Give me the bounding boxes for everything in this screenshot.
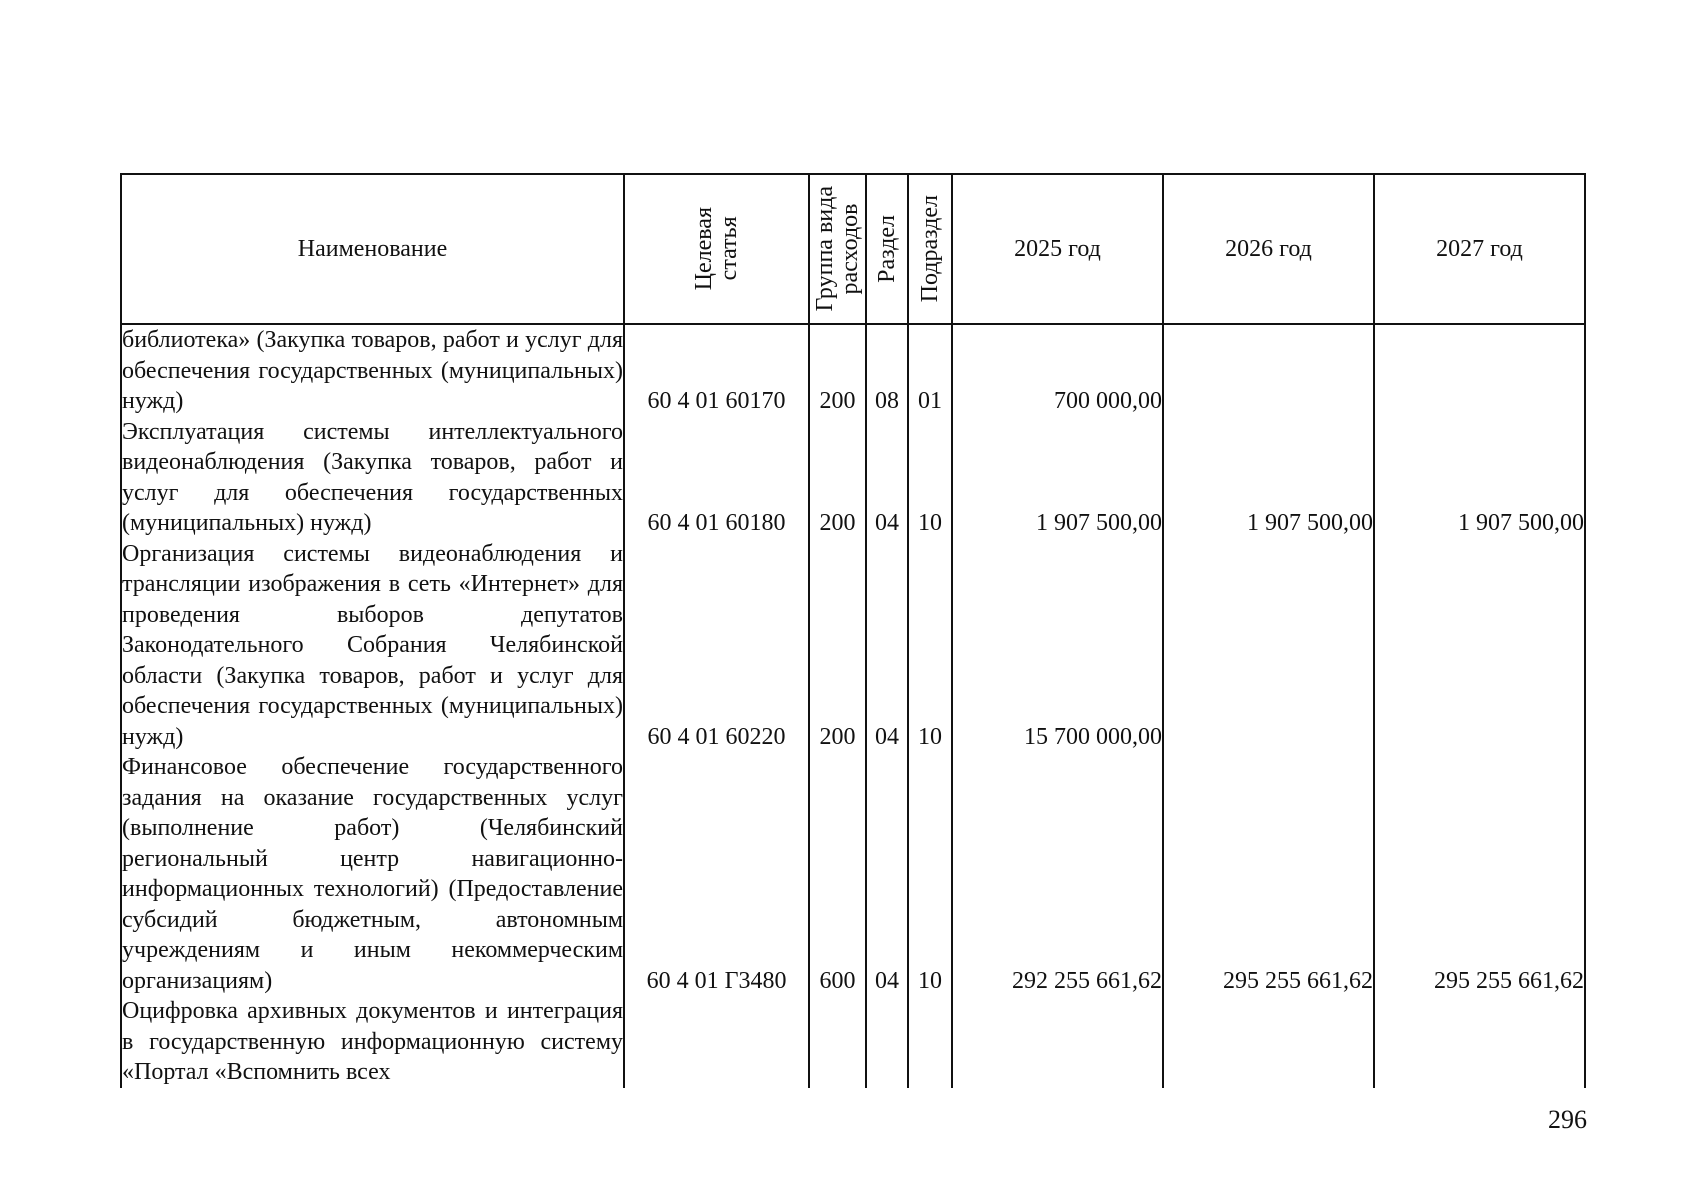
row-name: Финансовое обеспечение государственного задания на оказание государственных услуг (выполнение работ) (Челябинский региональный центр навигационно-информационных технологий) (Предоставление субсидий бюджетным, автономным учреждениям и иным некоммерческим организациям) [121,752,624,996]
page-number: 296 [1548,1105,1587,1134]
row-2027 [1374,324,1585,417]
row-group: 200 [809,539,866,753]
row-code [624,996,809,1088]
row-name: Эксплуатация системы интеллектуального видеонаблюдения (Закупка товаров, работ и услуг для обеспечения государственных (муниципальных) нужд) [121,417,624,539]
header-section: Раздел [866,174,908,324]
row-group: 200 [809,417,866,539]
header-2027: 2027 год [1374,174,1585,324]
row-name: Оцифровка архивных документов и интеграция в государственную информационную систему «Портал «Вспомнить всех [121,996,624,1088]
row-2026 [1163,324,1374,417]
row-2025: 292 255 661,62 [952,752,1163,996]
row-group: 200 [809,324,866,417]
row-section: 04 [866,752,908,996]
table-row [121,324,1585,417]
row-code: 60 4 01 60170 [624,324,809,417]
row-subsection: 10 [908,417,952,539]
table-row [121,752,1585,996]
header-2026: 2026 год [1163,174,1374,324]
row-2027: 1 907 500,00 [1374,417,1585,539]
header-group: Группа вида расходов [809,174,866,324]
row-2025: 15 700 000,00 [952,539,1163,753]
row-group [809,996,866,1088]
row-2027: 295 255 661,62 [1374,752,1585,996]
row-2026: 295 255 661,62 [1163,752,1374,996]
table-row [121,539,1585,753]
row-code: 60 4 01 60180 [624,417,809,539]
row-name: библиотека» (Закупка товаров, работ и услуг для обеспечения государственных (муниципальных) нужд) [121,324,624,417]
row-2025: 1 907 500,00 [952,417,1163,539]
row-group: 600 [809,752,866,996]
row-subsection: 10 [908,752,952,996]
header-subsection: Подраздел [908,174,952,324]
row-section: 04 [866,539,908,753]
table-header-row [121,174,1585,324]
row-2026: 1 907 500,00 [1163,417,1374,539]
table-row [121,996,1585,1088]
row-code: 60 4 01 Г3480 [624,752,809,996]
row-2027 [1374,539,1585,753]
header-name: Наименование [121,174,624,324]
row-section: 08 [866,324,908,417]
budget-table [120,173,1586,1088]
row-2025 [952,996,1163,1088]
row-code: 60 4 01 60220 [624,539,809,753]
row-section: 04 [866,417,908,539]
row-2026 [1163,539,1374,753]
header-2025: 2025 год [952,174,1163,324]
header-code: Целевая статья [624,174,809,324]
row-section [866,996,908,1088]
row-2026 [1163,996,1374,1088]
table-row [121,417,1585,539]
row-subsection [908,996,952,1088]
row-subsection: 10 [908,539,952,753]
row-2025: 700 000,00 [952,324,1163,417]
row-2027 [1374,996,1585,1088]
row-subsection: 01 [908,324,952,417]
row-name: Организация системы видеонаблюдения и трансляции изображения в сеть «Интернет» для проведения выборов депутатов Законодательного Собрания Челябинской области (Закупка товаров, работ и услуг для обеспечения государственных (муниципальных) нужд) [121,539,624,753]
